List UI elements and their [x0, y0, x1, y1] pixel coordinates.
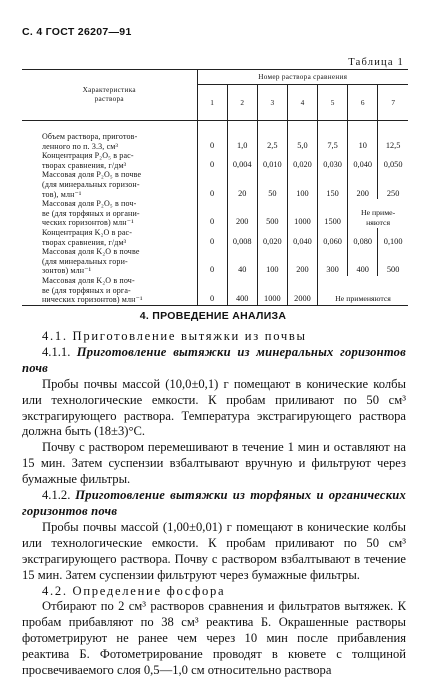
- table-cell: 0,004: [227, 151, 257, 170]
- subsection-heading: [22, 584, 406, 600]
- table-cell: 1,0: [227, 121, 257, 152]
- row-label-line: нических горизонтов) млн⁻¹: [42, 295, 143, 305]
- paragraph: Почву с раствором перемешивают в течение 1 мин и оставляют на 15 мин. Затем суспензии взбалтывают вручную и фильтруют через бумажные фильтры.: [22, 440, 406, 487]
- row-label-line: творах сравнения, г/дм³: [42, 237, 127, 247]
- merged-cell-line: Не приме-: [360, 208, 396, 218]
- merged-cell-line: Не применяются: [335, 294, 391, 304]
- table-cell: 50: [257, 170, 287, 199]
- row-label: [22, 276, 197, 305]
- table-cell: 0,060: [318, 228, 348, 247]
- table-row: [22, 170, 408, 199]
- row-label-line: ве (для торфяных и органи-: [42, 208, 140, 218]
- table-cell: 0,008: [227, 228, 257, 247]
- subsection-heading: [22, 329, 406, 345]
- table-cell: 0,040: [287, 228, 317, 247]
- characteristic-header: [22, 70, 197, 121]
- table-cell: 1000: [287, 199, 317, 228]
- subsection-heading: [22, 488, 406, 520]
- table-cell: 100: [257, 247, 287, 276]
- table-cell: 100: [287, 170, 317, 199]
- table-row: [22, 276, 408, 305]
- column-header: 7: [378, 85, 408, 121]
- column-header: 6: [348, 85, 378, 121]
- table-cell: 500: [378, 247, 408, 276]
- table-cell: 0: [197, 276, 227, 305]
- column-header: 2: [227, 85, 257, 121]
- subsection-heading-text: 4.2. Определение фосфора: [42, 583, 226, 598]
- page-header: С. 4 ГОСТ 26207—91: [22, 26, 132, 38]
- row-label-line: ве (для торфяных и орга-: [42, 285, 131, 295]
- row-label-line: Массовая доля P₂O₅ в почве: [42, 170, 142, 180]
- row-label: [22, 121, 197, 152]
- table-cell: 0,080: [348, 228, 378, 247]
- row-label-line: (для минеральных гори-: [42, 256, 128, 266]
- merged-cell-not-applicable: [348, 199, 408, 228]
- paragraph: Отбирают по 2 см³ растворов сравнения и фильтратов вытяжек. К пробам прибавляют по 38 см³ реактива Б. Окрашенные растворы фотометрируют не ранее чем через 10 мин после прибавления реактива Б. Фотометрирование проводят в кювете с толщиной просвечиваемого слоя 0,5—1,0 см относительно раствора: [22, 599, 406, 678]
- table-cell: 200: [227, 199, 257, 228]
- table-cell: 20: [227, 170, 257, 199]
- section-title: 4. ПРОВЕДЕНИЕ АНАЛИЗА: [139, 310, 287, 322]
- row-label-line: зонтов) млн⁻¹: [42, 266, 92, 276]
- table-cell: 200: [287, 247, 317, 276]
- table-cell: 400: [227, 276, 257, 305]
- row-label-line: тов), млн⁻¹: [42, 189, 82, 199]
- column-header: 5: [318, 85, 348, 121]
- table-cell: 0,100: [378, 228, 408, 247]
- table-cell: 0: [197, 121, 227, 152]
- table-cell: 0,010: [257, 151, 287, 170]
- subsection-heading-text: 4.1. Приготовление вытяжки из почвы: [42, 329, 307, 343]
- row-label-line: (для минеральных горизон-: [42, 179, 140, 189]
- row-label: [22, 199, 197, 228]
- table-row: [22, 228, 408, 247]
- row-label-line: ленного по п. 3.3, см³: [42, 141, 119, 151]
- table-cell: 300: [318, 247, 348, 276]
- column-header: 1: [197, 85, 227, 121]
- table-cell: 0: [197, 151, 227, 170]
- table-cell: 200: [348, 170, 378, 199]
- subsection-title: Приготовление вытяжки из торфяных и органических горизонтов почв: [22, 488, 406, 518]
- table-row: [22, 199, 408, 228]
- paragraph: Пробы почвы массой (10,0±0,1) г помещают в конические колбы или технологические емкости. К пробам приливают по 50 см³ экстрагирующего раствора. Температура экстрагирующего раствора должна быть (18±3)°С.: [22, 376, 406, 439]
- table-cell: 0: [197, 170, 227, 199]
- row-label: [22, 151, 197, 170]
- table-cell: 1000: [257, 276, 287, 305]
- characteristic-header-line: раствора: [94, 95, 124, 103]
- table-cell: 2,5: [257, 121, 287, 152]
- table-cell: 0: [197, 199, 227, 228]
- row-label-line: Массовая доля K₂O в почве: [42, 247, 140, 257]
- characteristic-header-line: Характеристика: [82, 86, 136, 94]
- subsection-title: Приготовление вытяжки из минеральных горизонтов почв: [22, 344, 406, 375]
- table-row: [22, 247, 408, 276]
- subsection-heading: [22, 345, 406, 377]
- table-row: [22, 121, 408, 152]
- solution-number-header: Номер раствора сравнения: [197, 70, 408, 85]
- table-cell: 500: [257, 199, 287, 228]
- body-text: [22, 329, 406, 679]
- row-label-line: творах сравнения, г/дм³: [42, 160, 127, 170]
- row-label: [22, 228, 197, 247]
- table-cell: 0,040: [348, 151, 378, 170]
- table-cell: 0: [197, 228, 227, 247]
- merged-cell-not-applicable: [318, 276, 408, 305]
- table-cell: 0,030: [318, 151, 348, 170]
- table-body: [22, 121, 408, 306]
- table-cell: 5,0: [287, 121, 317, 152]
- table-cell: 250: [378, 170, 408, 199]
- paragraph: Пробы почвы массой (1,00±0,01) г помещают в конические колбы или технологические емкости. К пробам приливают по 50 см³ экстрагирующего раствора. Почву с раствором взбалтывают в течение 15 мин. Затем суспензии фильтруют через бумажные фильтры.: [22, 519, 406, 582]
- table-cell: 40: [227, 247, 257, 276]
- column-header: 4: [287, 85, 317, 121]
- subsection-number: 4.1.1.: [42, 344, 71, 359]
- table-cell: 150: [318, 170, 348, 199]
- row-label: [22, 247, 197, 276]
- row-label: [22, 170, 197, 199]
- table-cell: 7,5: [318, 121, 348, 152]
- table-cell: 0,020: [287, 151, 317, 170]
- row-label-line: Концентрация K₂O в рас-: [42, 227, 133, 237]
- table-cell: 12,5: [378, 121, 408, 152]
- table-cell: 0,050: [378, 151, 408, 170]
- row-label-line: Объем раствора, приготов-: [42, 132, 138, 141]
- row-label-line: Концентрация P₂O₅ в рас-: [42, 151, 134, 161]
- table-cell: 400: [348, 247, 378, 276]
- table-cell: 0: [197, 247, 227, 276]
- merged-cell-line: няются: [366, 217, 391, 227]
- table-caption: Таблица 1: [348, 57, 404, 68]
- table-cell: 2000: [287, 276, 317, 305]
- row-label-line: Массовая доля P₂O₅ в поч-: [42, 199, 137, 209]
- reference-solutions-table: [22, 69, 408, 306]
- row-label-line: ческих горизонтов) млн⁻¹: [42, 218, 134, 228]
- column-header: 3: [257, 85, 287, 121]
- subsection-number: 4.1.2.: [42, 488, 71, 503]
- table-row: [22, 151, 408, 170]
- table-cell: 10: [348, 121, 378, 152]
- table-cell: 0,020: [257, 228, 287, 247]
- row-label-line: Массовая доля K₂O в поч-: [42, 275, 135, 285]
- table-cell: 1500: [318, 199, 348, 228]
